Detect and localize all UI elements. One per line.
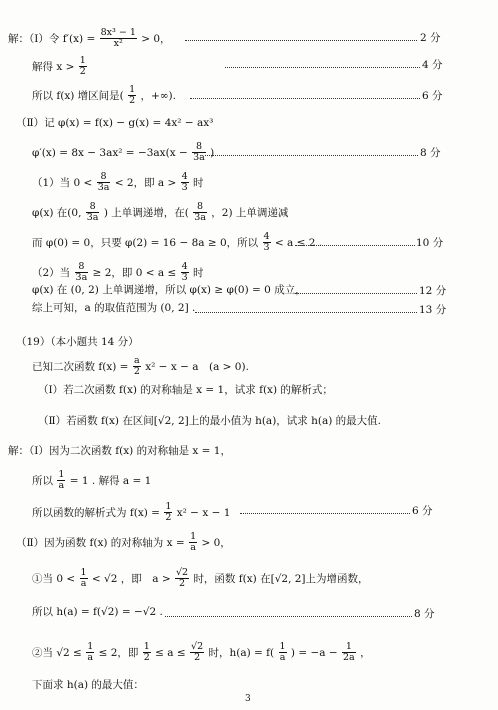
expr-text: φ′(x) = 8x − 3ax² = −3ax(x − bbox=[32, 146, 188, 159]
solution-line-7 bbox=[32, 202, 288, 224]
expr-text: x² − x − 1 bbox=[176, 506, 231, 519]
expr-text: ，2) 上单调递减 bbox=[211, 206, 289, 219]
expr-text: 已知二次函数 f(x) = bbox=[32, 360, 129, 373]
score-mark: 6 分 bbox=[422, 90, 443, 102]
expr-text: 所以函数的解析式为 f(x) = bbox=[32, 506, 160, 519]
score-mark: 6 分 bbox=[412, 505, 433, 517]
solution-line-10: φ(x) 在 (0, 2) 上单调递增，所以 φ(x) ≥ φ(0) = 0 成立， bbox=[32, 284, 306, 296]
expr-text: ≤ 2，即 bbox=[98, 646, 139, 659]
expr-text: ) = −a − bbox=[290, 646, 338, 659]
fraction: $\frac{\text{8x³ − 1}}{\text{x²}}$ bbox=[100, 27, 136, 50]
expr-text: 时，h(a) = f( bbox=[208, 646, 275, 659]
expr-text: = 1 . 解得 a = 1 bbox=[69, 474, 152, 487]
leader-dots bbox=[295, 293, 417, 294]
solution-line-6 bbox=[32, 172, 204, 194]
expr-text: 时，函数 f(x) 在[√2, 2]上为增函数， bbox=[193, 572, 369, 585]
leader-dots bbox=[295, 245, 415, 246]
solution-19-line-7 bbox=[32, 642, 371, 664]
expr-text: > 0， bbox=[201, 536, 231, 549]
expr-text: （Ⅱ）因为函数 f(x) 的对称轴为 x = bbox=[16, 536, 185, 549]
solution-19-line-6: 所以 h(a) = f(√2) = −√2 . bbox=[32, 606, 163, 618]
score-mark: 8 分 bbox=[420, 147, 441, 159]
fraction: $\frac{1}{a}$ bbox=[87, 641, 94, 664]
score-mark: 13 分 bbox=[419, 304, 447, 316]
expr-text: 所以 f(x) 增区间是( bbox=[32, 89, 124, 102]
solution-line-3 bbox=[32, 85, 176, 107]
fraction: $\frac{1}{2}$ bbox=[165, 501, 172, 524]
fraction: $\frac{√2}{2}$ bbox=[191, 641, 204, 664]
fraction: $\frac{a}{2}$ bbox=[133, 355, 140, 378]
fraction: $\frac{8}{3a}$ bbox=[86, 201, 99, 224]
expr-text: 时 bbox=[193, 176, 204, 189]
solution-header: 解：（Ⅰ）令 bbox=[8, 32, 60, 45]
problem-19-statement bbox=[32, 356, 249, 378]
expr-text: 而 φ(0) = 0，只要 φ(2) = 16 − 8a ≥ 0，所以 bbox=[32, 236, 259, 249]
solution-19-line-5 bbox=[32, 568, 369, 590]
fraction: $\frac{1}{a}$ bbox=[58, 469, 65, 492]
problem-19-question-2: （Ⅱ）若函数 f(x) 在区间[√2, 2]上的最小值为 h(a)，试求 h(a) 的最大值. bbox=[38, 415, 382, 427]
expr-text: 所以 bbox=[32, 474, 53, 487]
problem-19-title: （19）（本小题共 14 分） bbox=[16, 336, 139, 348]
score-mark: 10 分 bbox=[416, 237, 444, 249]
solution-line-5 bbox=[32, 142, 214, 164]
leader-dots bbox=[205, 155, 418, 156]
score-mark: 4 分 bbox=[422, 59, 443, 71]
fraction: $\frac{1}{2}$ bbox=[79, 55, 86, 78]
fraction: $\frac{8}{3a}$ bbox=[193, 141, 205, 164]
expr-text: < a ≤ 2 . bbox=[274, 236, 323, 249]
expr-text: ，+∞). bbox=[140, 89, 176, 102]
expr-text: x² − x − a (a > 0). bbox=[145, 360, 249, 373]
fraction: $\frac{1}{a}$ bbox=[190, 531, 197, 554]
solution-line-1 bbox=[8, 28, 171, 50]
expr-text: ①当 0 < bbox=[32, 572, 76, 585]
solution-line-2 bbox=[32, 56, 88, 78]
solution-line-11: 综上可知，a 的取值范围为 (0, 2] . bbox=[32, 302, 196, 314]
solution-19-line-2 bbox=[32, 470, 151, 492]
page-number: 3 bbox=[245, 694, 251, 704]
expr-text: ， bbox=[360, 646, 371, 659]
fraction: $\frac{4}{3}$ bbox=[181, 261, 188, 284]
expr-text: ) bbox=[210, 146, 215, 159]
leader-dots bbox=[225, 67, 420, 68]
expr-text: （2）当 bbox=[32, 266, 71, 279]
expr-text: < 2，即 a > bbox=[114, 176, 177, 189]
score-mark: 2 分 bbox=[420, 32, 441, 44]
fraction: $\frac{4}{3}$ bbox=[181, 171, 188, 194]
expr-text: ≤ a ≤ bbox=[155, 646, 186, 659]
fraction: $\frac{1}{a}$ bbox=[279, 641, 286, 664]
leader-dots bbox=[165, 616, 412, 617]
fraction: $\frac{1}{2a}$ bbox=[343, 641, 355, 664]
fraction: $\frac{1}{2}$ bbox=[143, 641, 150, 664]
solution-19-line-8: 下面求 h(a) 的最大值： bbox=[32, 679, 144, 691]
fraction: $\frac{8}{3a}$ bbox=[75, 261, 88, 284]
fraction: $\frac{4}{3}$ bbox=[263, 231, 270, 254]
expr-text: 解得 x > bbox=[32, 60, 75, 73]
fraction: $\frac{√2}{2}$ bbox=[175, 567, 189, 590]
problem-19-question-1: （Ⅰ）若二次函数 f(x) 的对称轴是 x = 1，试求 f(x) 的解析式； bbox=[38, 384, 333, 396]
fraction: $\frac{1}{a}$ bbox=[80, 567, 87, 590]
fraction: $\frac{1}{2}$ bbox=[129, 84, 136, 107]
solution-line-8 bbox=[32, 232, 322, 254]
solution-19-line-1: 解：（Ⅰ）因为二次函数 f(x) 的对称轴是 x = 1， bbox=[8, 445, 231, 457]
fraction: $\frac{8}{3a}$ bbox=[97, 171, 110, 194]
expr-text: （1）当 0 < bbox=[32, 176, 93, 189]
expr-text: ) 上单调递增，在( bbox=[103, 206, 189, 219]
expr-text: > 0， bbox=[141, 32, 171, 45]
expr-text: φ(x) 在(0, bbox=[32, 206, 82, 219]
expr-text: < √2 ，即 a > bbox=[91, 572, 171, 585]
expr-text: 时 bbox=[193, 266, 204, 279]
leader-dots bbox=[240, 513, 410, 514]
score-mark: 12 分 bbox=[419, 285, 447, 297]
solution-line-9 bbox=[32, 262, 204, 284]
fraction: $\frac{8}{3a}$ bbox=[194, 201, 206, 224]
expr-text: f′(x) = bbox=[62, 32, 96, 45]
leader-dots bbox=[190, 98, 420, 99]
solution-line-4: （Ⅱ）记 φ(x) = f(x) − g(x) = 4x² − ax³ bbox=[16, 117, 214, 129]
leader-dots bbox=[185, 40, 417, 41]
solution-19-line-4 bbox=[16, 532, 231, 554]
solution-19-line-3 bbox=[32, 502, 230, 524]
expr-text: ≥ 2，即 0 < a ≤ bbox=[92, 266, 177, 279]
expr-text: ②当 √2 ≤ bbox=[32, 646, 82, 659]
leader-dots bbox=[195, 312, 417, 313]
score-mark: 8 分 bbox=[414, 608, 435, 620]
